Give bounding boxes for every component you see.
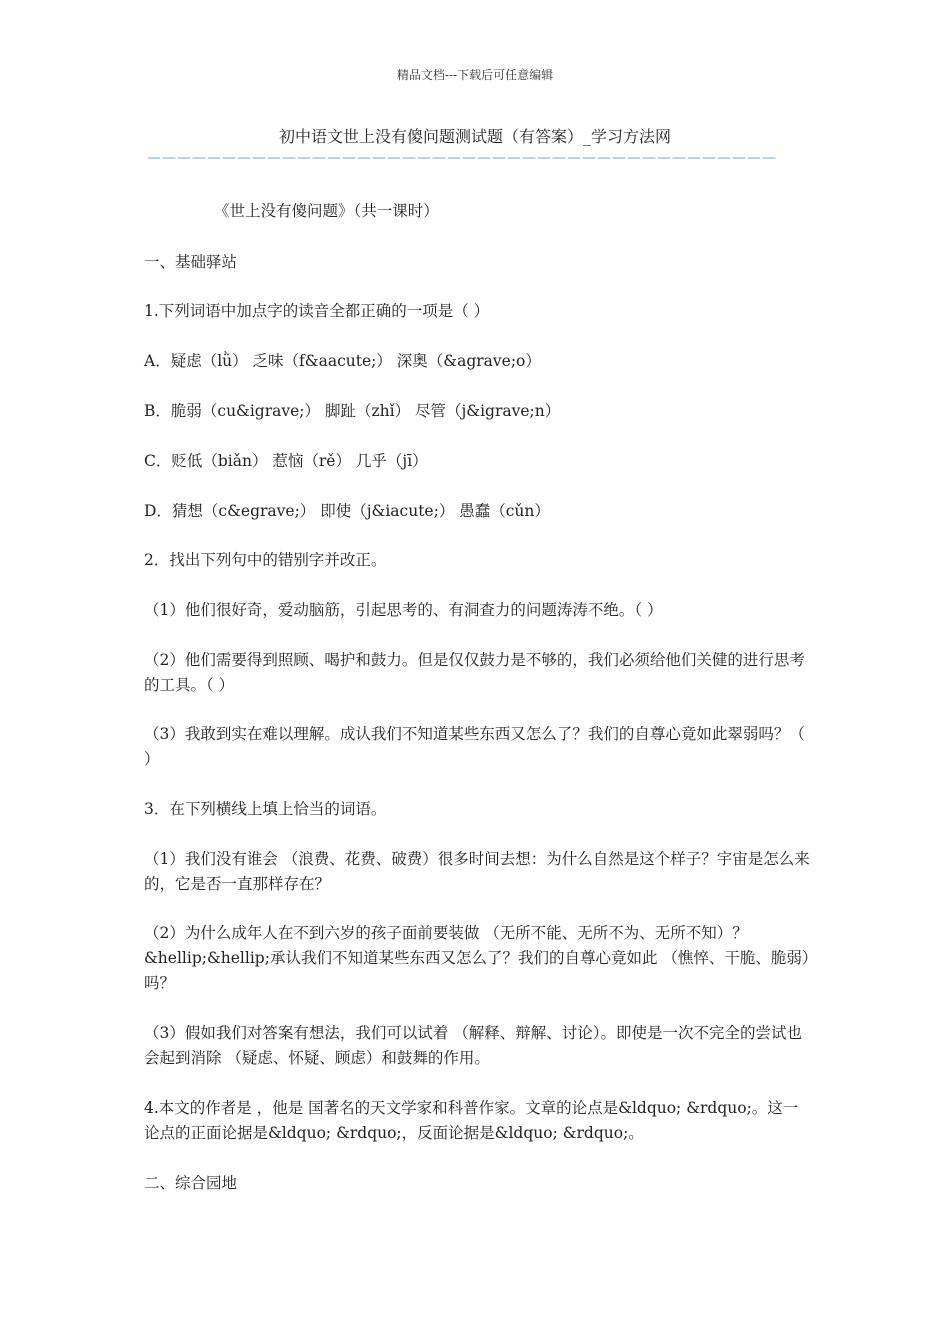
title-divider: —————————————————————————————————————————— xyxy=(147,150,777,166)
question-1-option-c: C．贬低（biǎn） 惹恼（rě） 几乎（jī） xyxy=(144,452,428,470)
question-1-option-a: A．疑虑（lǜ） 乏味（f&aacute;） 深奥（&agrave;o） xyxy=(144,352,541,370)
question-3: 3．在下列横线上填上恰当的词语。 xyxy=(144,800,387,818)
question-3-item-1: （1）我们没有谁会 （浪费、花费、破费）很多时间去想：为什么自然是这个样子？宇宙是怎么来的，它是否一直那样存在？ xyxy=(144,850,810,893)
question-3-item-2: （2）为什么成年人在不到六岁的孩子面前要装做 （无所不能、无所不为、无所不知）？&hellip;&hellip;承认我们不知道某些东西又怎么了？我们的自尊心竟如此 （憔悴、干脆、脆弱）吗？ xyxy=(144,924,810,992)
question-1-option-d: D．猜想（c&egrave;） 即使（j&iacute;） 愚蠢（cǔn） xyxy=(144,502,550,520)
section-heading-comprehensive: 二、综合园地 xyxy=(144,1174,238,1192)
lesson-subtitle: 《世上没有傻问题》（共一课时） xyxy=(214,202,439,220)
question-3-item-3: （3）假如我们对答案有想法，我们可以试着 （解释、辩解、讨论）。即使是一次不完全的尝试也会起到消除 （疑虑、怀疑、顾虑）和鼓舞的作用。 xyxy=(144,1024,803,1067)
question-2: 2．找出下列句中的错别字并改正。 xyxy=(144,551,387,569)
section-heading-basics: 一、基础驿站 xyxy=(144,253,238,271)
question-2-item-2: （2）他们需要得到照顾、喝护和鼓力。但是仅仅鼓力是不够的，我们必须给他们关健的进行思考的工具。（ ） xyxy=(144,651,805,694)
question-1-option-b: B．脆弱（cu&igrave;） 脚趾（zhǐ） 尽管（j&igrave;n） xyxy=(144,402,561,420)
document-title: 初中语文世上没有傻问题测试题（有答案）_学习方法网 xyxy=(278,127,671,146)
question-2-item-1: （1）他们很好奇，爱动脑筋，引起思考的、有洞查力的问题涛涛不绝。（ ） xyxy=(144,601,663,619)
page-header: 精品文档---下载后可任意编辑 xyxy=(396,68,554,82)
question-4: 4.本文的作者是 ，他是 国著名的天文学家和科普作家。文章的论点是&ldquo; &rdquo;。这一论点的正面论据是&ldquo; &rdquo;，反面论据是&ldquo; &rdquo;。 xyxy=(144,1099,799,1142)
question-1: 1.下列词语中加点字的读音全都正确的一项是（ ） xyxy=(144,302,490,320)
question-2-item-3: （3）我敢到实在难以理解。成认我们不知道某些东西又怎么了？我们的自尊心竟如此翠弱吗？（ ） xyxy=(144,725,805,768)
